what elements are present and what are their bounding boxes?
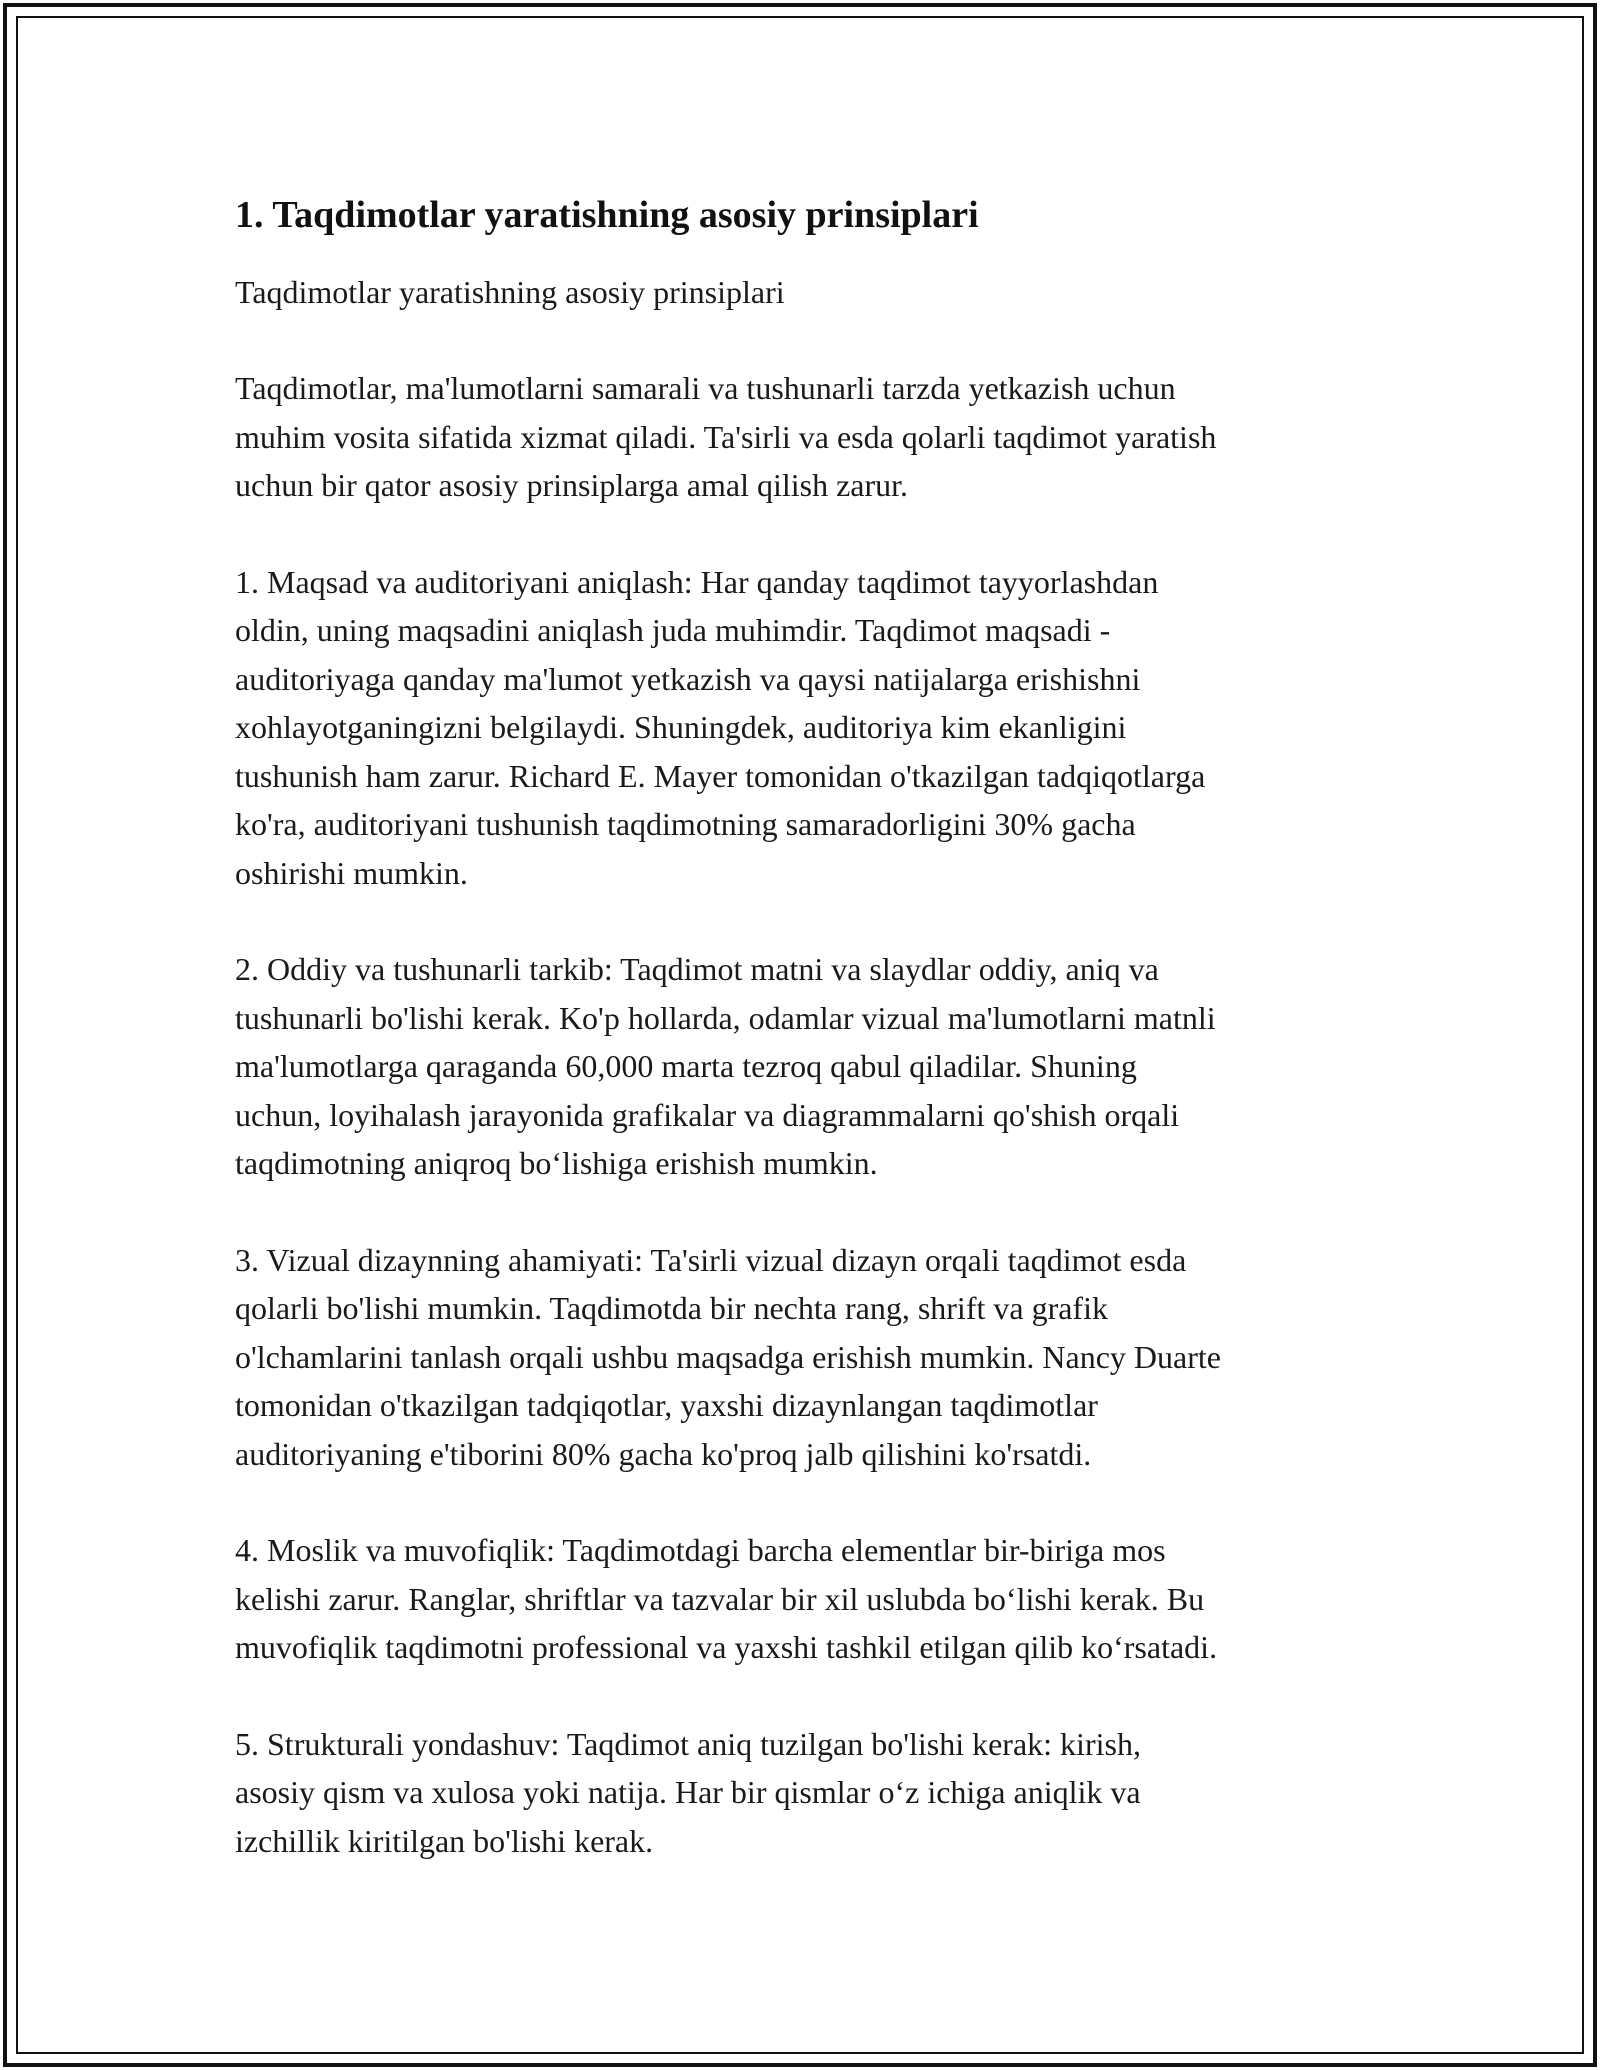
- text-line: kelishi zarur. Ranglar, shriftlar va tazvalar bir xil uslubda bo‘lishi kerak. Bu: [235, 1580, 1205, 1617]
- text-line: ma'lumotlarga qaraganda 60,000 marta tezroq qabul qiladilar. Shuning: [235, 1048, 1137, 1084]
- text-line: tomonidan o'tkazilgan tadqiqotlar, yaxshi dizaynlangan taqdimotlar: [235, 1387, 1098, 1423]
- text-line: tushunarli bo'lishi kerak. Ko'p hollarda, odamlar vizual ma'lumotlarni matnli: [235, 999, 1216, 1036]
- text-line: uchun bir qator asosiy prinsiplarga amal qilish zarur.: [235, 467, 909, 503]
- text-line: Taqdimotlar, ma'lumotlarni samarali va tushunarli tarzda yetkazish uchun: [235, 370, 1176, 406]
- text-line: 5. Strukturali yondashuv: Taqdimot aniq tuzilgan bo'lishi kerak: kirish,: [235, 1725, 1141, 1762]
- text-line: oldin, uning maqsadini aniqlash juda muhimdir. Taqdimot maqsadi -: [235, 612, 1111, 648]
- text-line: izchillik kiritilgan bo'lishi kerak.: [235, 1822, 654, 1859]
- subtitle: Taqdimotlar yaratishning asosiy prinsiplari: [235, 274, 785, 310]
- paragraph-principle-3: [235, 1236, 1385, 1479]
- page-title: 1. Taqdimotlar yaratishning asosiy prinsiplari: [235, 194, 979, 236]
- text-line: 4. Moslik va muvofiqlik: Taqdimotdagi barcha elementlar bir-biriga mos: [235, 1532, 1166, 1568]
- text-line: taqdimotning aniqroq bo‘lishiga erishish mumkin.: [235, 1145, 878, 1181]
- paragraph-principle-2: [235, 945, 1385, 1188]
- text-line: auditoriyaning e'tiborini 80% gacha ko'proq jalb qilishini ko'rsatdi.: [235, 1435, 1092, 1472]
- text-line: auditoriyaga qanday ma'lumot yetkazish va qaysi natijalarga erishishni: [235, 660, 1141, 697]
- paragraph-intro: [235, 364, 1385, 510]
- text-line: oshirishi mumkin.: [235, 854, 468, 891]
- document-body: [235, 190, 1385, 1865]
- text-line: 3. Vizual dizaynning ahamiyati: Ta'sirli vizual dizayn orqali taqdimot esda: [235, 1241, 1187, 1278]
- text-line: o'lchamlarini tanlash orqali ushbu maqsadga erishish mumkin. Nancy Duarte: [235, 1338, 1221, 1375]
- text-line: ko'ra, auditoriyani tushunish taqdimotning samaradorligini 30% gacha: [235, 806, 1136, 842]
- text-line: muvofiqlik taqdimotni professional va yaxshi tashkil etilgan qilib ko‘rsatadi.: [235, 1629, 1218, 1665]
- text-line: qolarli bo'lishi mumkin. Taqdimotda bir nechta rang, shrift va grafik: [235, 1290, 1108, 1326]
- text-line: 1. Maqsad va auditoriyani aniqlash: Har qanday taqdimot tayyorlashdan: [235, 563, 1159, 600]
- paragraph-principle-4: [235, 1526, 1385, 1672]
- text-line: 2. Oddiy va tushunarli tarkib: Taqdimot matni va slaydlar oddiy, aniq va: [235, 951, 1159, 987]
- text-line: xohlayotganingizni belgilaydi. Shuningdek, auditoriya kim ekanligini: [235, 709, 1127, 745]
- text-line: uchun, loyihalash jarayonida grafikalar va diagrammalarni qo'shish orqali: [235, 1096, 1180, 1133]
- text-line: muhim vosita sifatida xizmat qiladi. Ta'sirli va esda qolarli taqdimot yaratish: [235, 418, 1217, 455]
- paragraph-principle-5: [235, 1720, 1385, 1866]
- paragraph-principle-1: [235, 558, 1385, 898]
- text-line: asosiy qism va xulosa yoki natija. Har bir qismlar o‘z ichiga aniqlik va: [235, 1774, 1141, 1810]
- text-line: tushunish ham zarur. Richard E. Mayer tomonidan o'tkazilgan tadqiqotlarga: [235, 757, 1206, 794]
